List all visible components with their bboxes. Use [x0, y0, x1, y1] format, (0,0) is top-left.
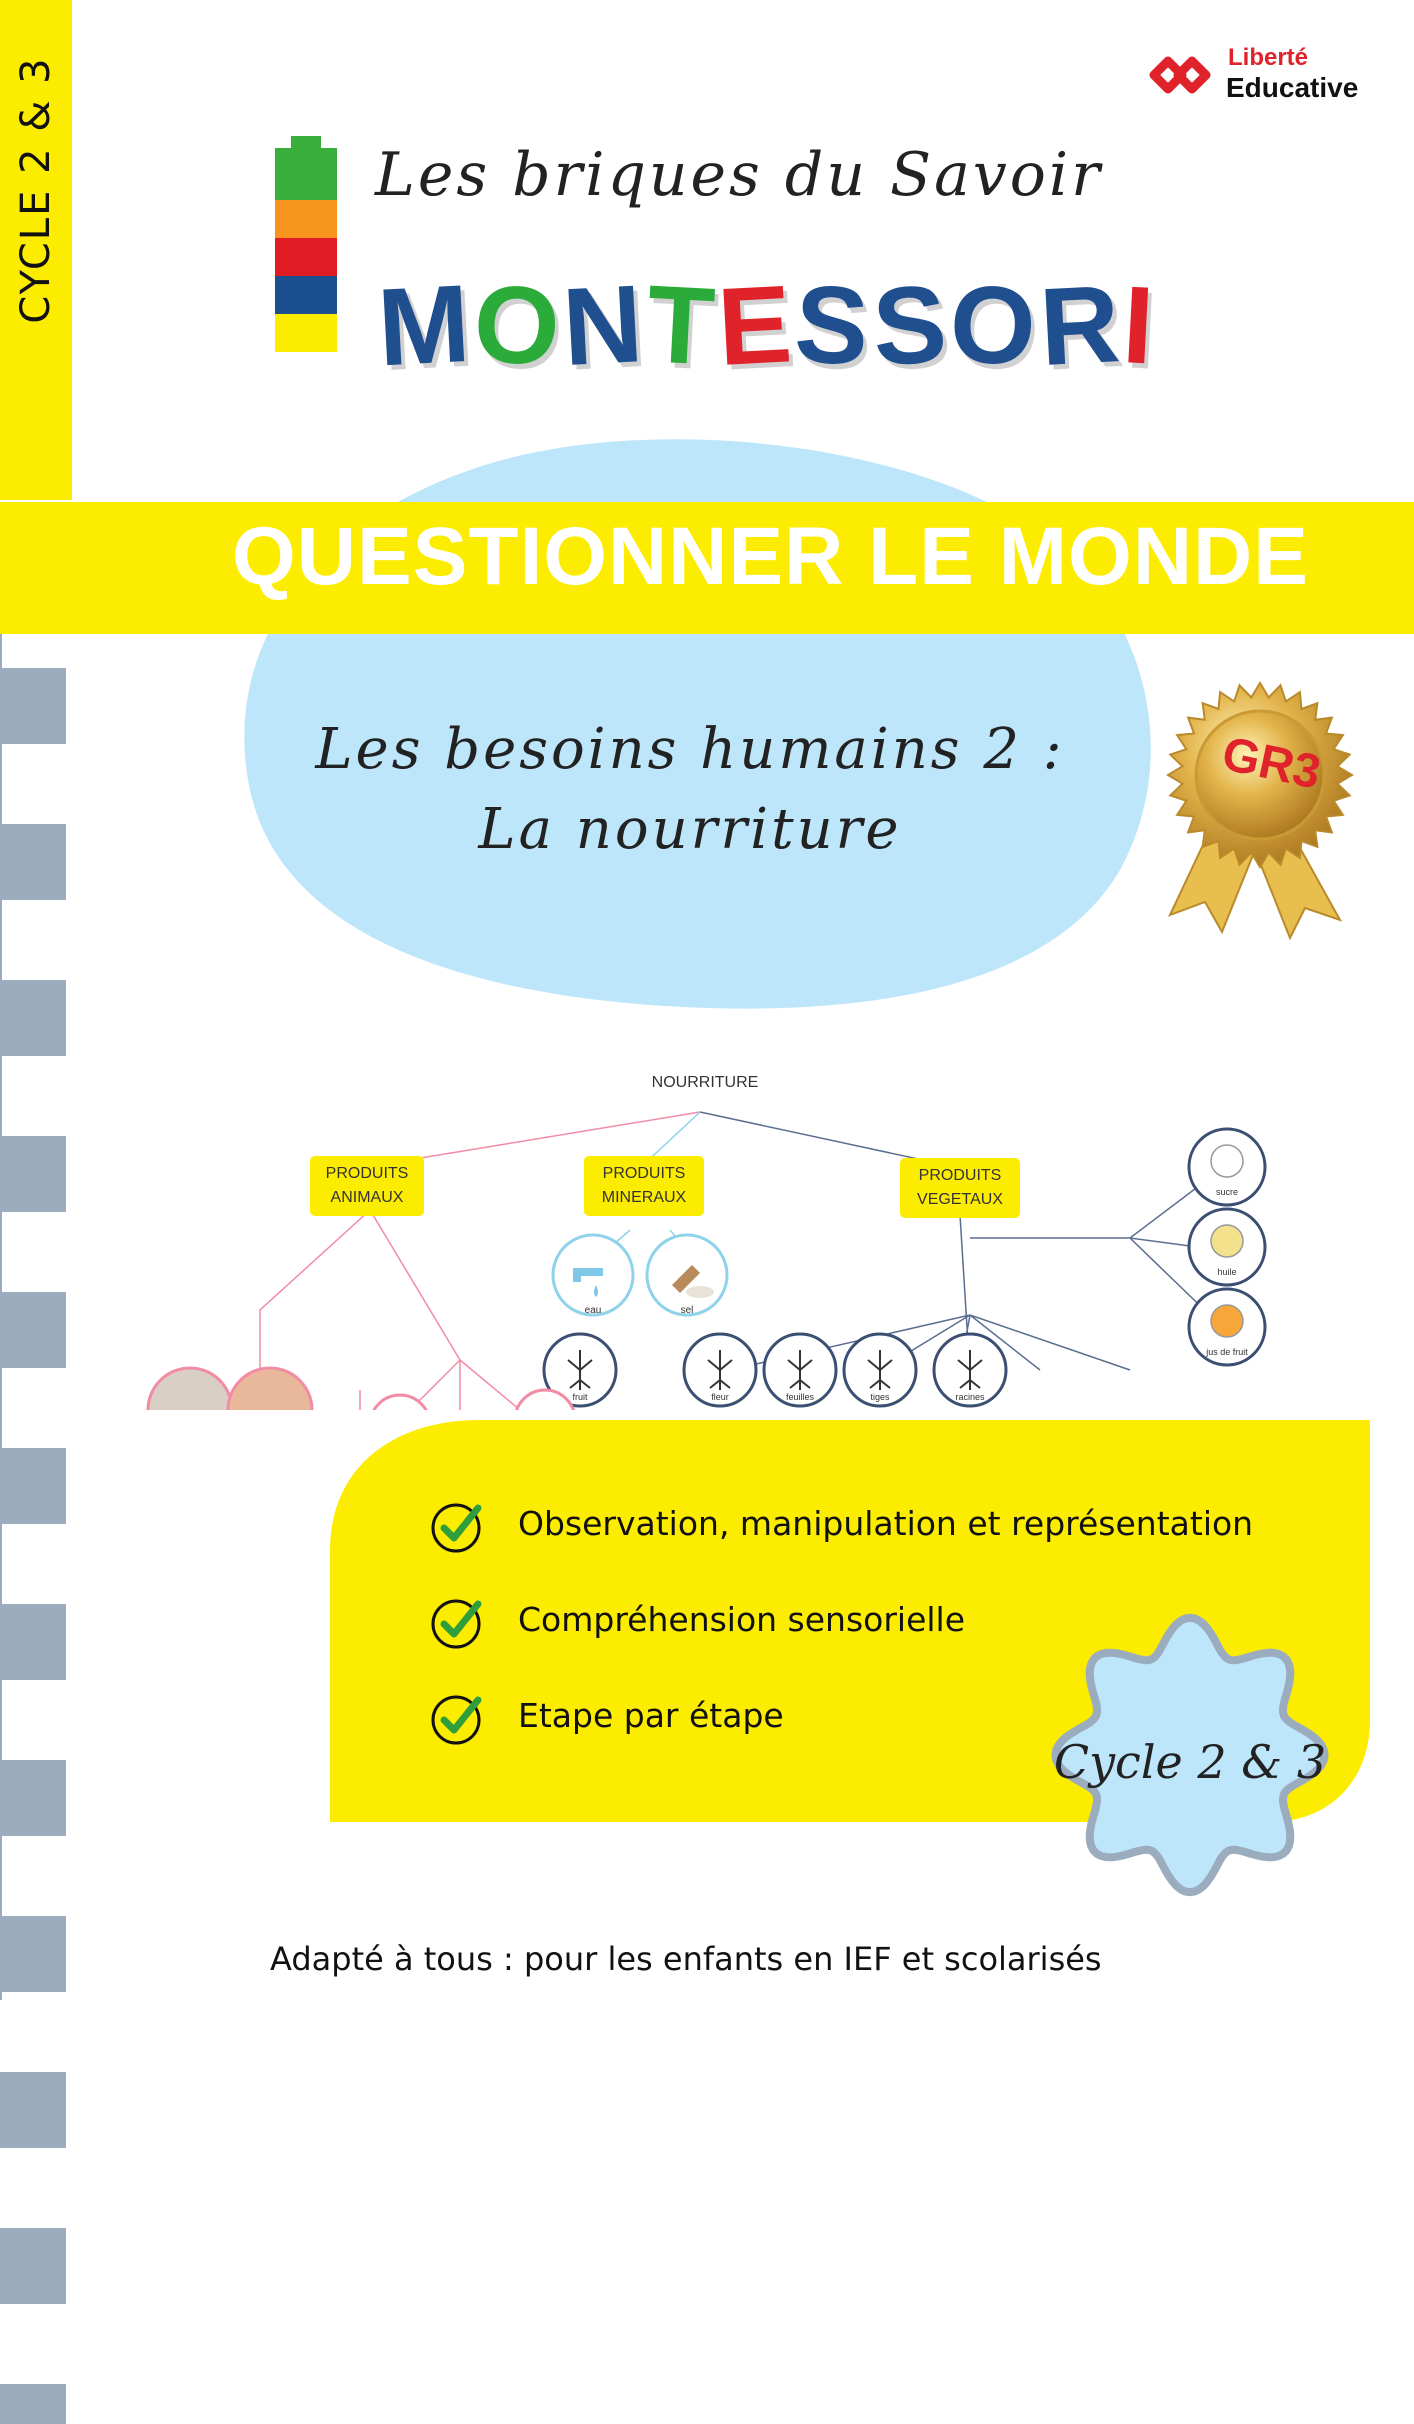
brick-knob [291, 136, 321, 150]
vegetal-right-item [1185, 1125, 1269, 1209]
logo-line1: Liberté [1228, 44, 1309, 71]
montessori-letter: M [374, 261, 477, 390]
vegetal-item [680, 1330, 760, 1410]
binder-tab [0, 824, 66, 900]
montessori-letter: T [643, 262, 722, 389]
montessori-letter: R [1036, 261, 1127, 390]
food-diagram [140, 1060, 1280, 1410]
vegetal-right-item [1185, 1285, 1269, 1369]
montessori-letter: N [560, 261, 650, 390]
brick [275, 148, 337, 200]
binder-tab [0, 1604, 66, 1680]
binder-tab [0, 1292, 66, 1368]
liberte-educative-logo[interactable] [1148, 44, 1378, 114]
mineral-item-sel: sel [680, 1305, 694, 1316]
brand-script-title: Les briques du Savoir [375, 140, 1103, 210]
subtitle-line1: Les besoins humains 2 : [315, 717, 1065, 782]
brick [275, 276, 337, 314]
binder-tab [0, 1136, 66, 1212]
vegetal-right-item [1185, 1205, 1269, 1289]
diagram-root: NOURRITURE [651, 1074, 759, 1091]
logo-line2: Educative [1226, 72, 1359, 103]
binder-tab [0, 1760, 66, 1836]
montessori-letter: S [792, 262, 876, 389]
branch-mineraux: PRODUITS MINERAUX [584, 1156, 704, 1216]
branch-vegetaux: PRODUITS VEGETAUX [900, 1158, 1020, 1218]
vegetal-item [930, 1330, 1010, 1410]
vegetal-item-label: fleur [711, 1392, 729, 1402]
binder-tab [0, 980, 66, 1056]
mineral-item-eau: eau [584, 1305, 602, 1316]
montessori-letter: I [1119, 263, 1161, 388]
montessori-title [374, 261, 1161, 390]
subtitle-line2: La nourriture [478, 797, 902, 862]
vegetal-right-label: jus de fruit [1206, 1347, 1248, 1357]
binder-tab [0, 2228, 66, 2304]
check-icon [430, 1594, 486, 1650]
gold-medal-icon [1150, 680, 1360, 940]
logo-icon [1148, 48, 1212, 102]
binder-tab [0, 1916, 66, 1992]
vegetal-right-label: huile [1217, 1267, 1237, 1277]
cycle-side-label: CYCLE 2 & 3 [13, 56, 59, 324]
montessori-letter: S [869, 262, 954, 389]
binder-tab [0, 668, 66, 744]
brick [275, 238, 337, 276]
montessori-letter: E [714, 262, 799, 389]
vegetal-right-label: sucre [1215, 1187, 1238, 1197]
binder-tab [0, 1448, 66, 1524]
binder-tab [0, 2384, 66, 2424]
brick [275, 314, 337, 352]
vegetal-item-label: tiges [870, 1392, 890, 1402]
page-title: QUESTIONNER LE MONDE [232, 511, 1309, 602]
feature-text: Observation, manipulation et représentation [518, 1504, 1254, 1543]
branch-animaux: PRODUITS ANIMAUX [310, 1156, 424, 1216]
feature-item [430, 1498, 1330, 1554]
brick-stack-icon [275, 148, 337, 358]
footer-note: Adapté à tous : pour les enfants en IEF et scolarisés [270, 1940, 1102, 1978]
vegetal-item [840, 1330, 920, 1410]
subtitle [250, 710, 1130, 870]
animal-items [140, 1350, 580, 1410]
feature-text: Etape par étape [518, 1696, 784, 1735]
vegetal-item-label: fruit [572, 1392, 588, 1402]
check-icon [430, 1690, 486, 1746]
vegetal-item [760, 1330, 840, 1410]
binder-tab [0, 2072, 66, 2148]
vegetal-item-label: feuilles [785, 1392, 814, 1402]
feature-text: Compréhension sensorielle [518, 1600, 966, 1639]
vegetal-item-label: racines [955, 1392, 985, 1402]
montessori-letter: O [946, 261, 1043, 390]
montessori-letter: O [470, 261, 567, 390]
medal-label: GR3 [1217, 727, 1326, 800]
brick [275, 200, 337, 238]
check-icon [430, 1498, 486, 1554]
cycle-badge-label: Cycle 2 & 3 [1053, 1735, 1327, 1789]
